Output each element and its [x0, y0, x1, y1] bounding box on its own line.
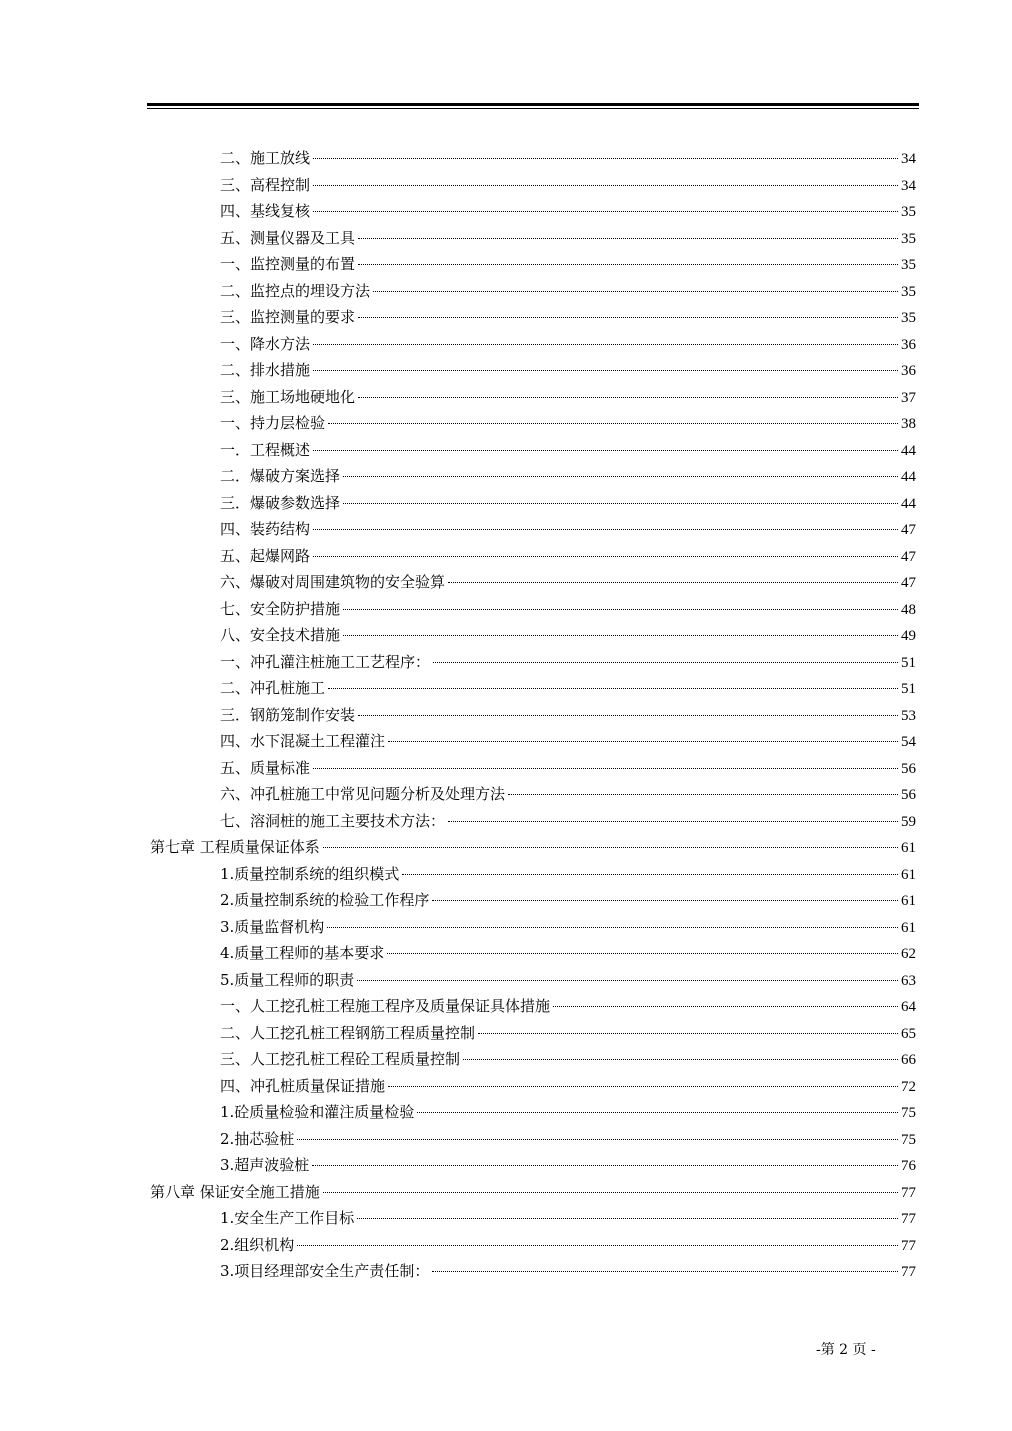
toc-dot-leader [343, 635, 898, 636]
toc-entry-title: 三、施工场地硬地化 [220, 387, 356, 406]
toc-dot-leader [432, 900, 898, 901]
toc-entry-page-number: 36 [901, 336, 916, 353]
toc-dot-leader [373, 291, 898, 292]
header-rule [147, 103, 919, 109]
toc-section-entry[interactable] [150, 808, 916, 835]
toc-entry-title: 3.超声波验桩 [220, 1156, 310, 1174]
toc-section-entry[interactable] [150, 145, 916, 172]
header-rule-thin-line [147, 108, 919, 109]
toc-section-entry[interactable] [150, 649, 916, 676]
toc-entry-page-number: 35 [901, 204, 916, 220]
toc-section-entry[interactable] [150, 357, 916, 384]
toc-entry-title: 二、排水措施 [220, 361, 311, 379]
toc-entry-title: 八、安全技术措施 [220, 626, 341, 644]
toc-section-entry[interactable] [150, 1020, 916, 1047]
toc-entry-title: 1.砼质量检验和灌注质量检验 [220, 1103, 415, 1121]
toc-entry-page-number: 34 [901, 177, 916, 194]
toc-entry-title: 一、持力层检验 [220, 414, 326, 432]
toc-entry-page-number: 64 [901, 999, 916, 1015]
toc-entry-title: 四、装药结构 [220, 520, 311, 538]
toc-entry-title: 3.项目经理部安全生产责任制： [220, 1262, 430, 1280]
toc-entry-title: 五、质量标准 [220, 758, 311, 777]
toc-section-entry[interactable] [150, 1258, 916, 1285]
toc-dot-leader [313, 370, 898, 371]
toc-entry-page-number: 61 [901, 893, 916, 909]
toc-entry-page-number: 47 [901, 522, 916, 538]
toc-entry-page-number: 72 [901, 1078, 916, 1095]
toc-entry-title: 四、基线复核 [220, 202, 311, 220]
toc-section-entry[interactable] [150, 781, 916, 808]
toc-section-entry[interactable] [150, 463, 916, 490]
toc-chapter-entry[interactable] [150, 1179, 916, 1206]
toc-section-entry[interactable] [150, 569, 916, 596]
toc-section-entry[interactable] [150, 172, 916, 199]
toc-dot-leader [343, 609, 898, 610]
toc-entry-title: 1.安全生产工作目标 [220, 1209, 355, 1227]
toc-entry-page-number: 37 [901, 389, 916, 406]
toc-entry-title: 3.质量监督机构 [220, 917, 325, 936]
toc-entry-page-number: 77 [901, 1237, 916, 1254]
toc-entry-page-number: 35 [901, 230, 916, 247]
toc-section-entry[interactable] [150, 1099, 916, 1126]
toc-section-entry[interactable] [150, 1232, 916, 1259]
toc-entry-title: 第八章 保证安全施工措施 [150, 1182, 320, 1201]
toc-dot-leader [358, 317, 898, 318]
toc-entry-page-number: 76 [901, 1158, 916, 1174]
toc-section-entry[interactable] [150, 410, 916, 437]
toc-dot-leader [448, 582, 898, 583]
toc-section-entry[interactable] [150, 198, 916, 225]
toc-entry-title: 三．爆破参数选择 [220, 493, 341, 512]
toc-dot-leader [357, 1218, 898, 1219]
toc-entry-page-number: 48 [901, 601, 916, 618]
toc-dot-leader [358, 397, 898, 398]
toc-entry-page-number: 47 [901, 575, 916, 591]
toc-entry-page-number: 56 [901, 760, 916, 777]
toc-entry-page-number: 36 [901, 363, 916, 379]
toc-entry-title: 一．工程概述 [220, 440, 311, 459]
toc-entry-title: 六、冲孔桩施工中常见问题分析及处理方法 [220, 785, 506, 803]
table-of-contents [150, 145, 916, 1285]
toc-dot-leader [448, 821, 898, 822]
toc-section-entry[interactable] [150, 304, 916, 331]
toc-dot-leader [313, 211, 898, 212]
toc-entry-page-number: 77 [901, 1211, 916, 1227]
toc-entry-title: 2.质量控制系统的检验工作程序 [220, 891, 430, 909]
toc-dot-leader [508, 794, 898, 795]
toc-dot-leader [328, 423, 898, 424]
toc-section-entry[interactable] [150, 490, 916, 517]
toc-entry-page-number: 77 [901, 1184, 916, 1201]
toc-entry-page-number: 44 [901, 495, 916, 512]
toc-entry-title: 五、测量仪器及工具 [220, 228, 356, 247]
toc-dot-leader [432, 1271, 898, 1272]
toc-section-entry[interactable] [150, 861, 916, 888]
toc-entry-title: 二、监控点的埋设方法 [220, 281, 371, 300]
toc-dot-leader [343, 476, 898, 477]
toc-entry-title: 三．钢筋笼制作安装 [220, 705, 356, 724]
toc-entry-title: 2.抽芯验桩 [220, 1129, 295, 1148]
toc-dot-leader [313, 556, 898, 557]
toc-section-entry[interactable] [150, 675, 916, 702]
page-number-footer: -第 2 页 - [816, 1342, 876, 1358]
toc-entry-page-number: 59 [901, 813, 916, 830]
toc-dot-leader [313, 768, 898, 769]
toc-section-entry[interactable] [150, 887, 916, 914]
toc-entry-title: 三、监控测量的要求 [220, 308, 356, 326]
toc-section-entry[interactable] [150, 278, 916, 305]
toc-entry-page-number: 75 [901, 1131, 916, 1148]
toc-section-entry[interactable] [150, 384, 916, 411]
toc-dot-leader [313, 344, 898, 345]
toc-dot-leader [323, 847, 898, 848]
toc-dot-leader [463, 1059, 898, 1060]
toc-dot-leader [417, 1112, 898, 1113]
toc-entry-page-number: 34 [901, 151, 916, 167]
toc-dot-leader [313, 450, 898, 451]
toc-dot-leader [297, 1245, 898, 1246]
toc-entry-page-number: 75 [901, 1105, 916, 1121]
toc-section-entry[interactable] [150, 728, 916, 755]
toc-dot-leader [343, 503, 898, 504]
toc-dot-leader [358, 715, 898, 716]
toc-section-entry[interactable] [150, 225, 916, 252]
toc-dot-leader [323, 1192, 898, 1193]
toc-dot-leader [297, 1139, 898, 1140]
header-rule-thick-line [147, 103, 919, 106]
toc-dot-leader [312, 1165, 898, 1166]
toc-entry-page-number: 47 [901, 548, 916, 565]
toc-entry-title: 一、人工挖孔桩工程施工程序及质量保证具体措施 [220, 997, 551, 1015]
toc-dot-leader [402, 874, 898, 875]
toc-dot-leader [553, 1006, 898, 1007]
toc-entry-page-number: 61 [901, 866, 916, 883]
toc-dot-leader [313, 158, 898, 159]
toc-section-entry[interactable] [150, 596, 916, 623]
toc-entry-title: 五、起爆网路 [220, 546, 311, 565]
toc-dot-leader [358, 264, 898, 265]
toc-dot-leader [313, 529, 898, 530]
toc-entry-title: 2.组织机构 [220, 1235, 295, 1254]
toc-entry-page-number: 35 [901, 310, 916, 326]
toc-entry-page-number: 62 [901, 946, 916, 962]
toc-entry-title: 一、降水方法 [220, 334, 311, 353]
toc-dot-leader [328, 688, 898, 689]
toc-dot-leader [387, 953, 898, 954]
toc-entry-title: 二、人工挖孔桩工程钢筋工程质量控制 [220, 1023, 476, 1042]
toc-dot-leader [388, 1086, 898, 1087]
toc-entry-title: 七、安全防护措施 [220, 599, 341, 618]
toc-section-entry[interactable] [150, 251, 916, 278]
toc-entry-title: 二．爆破方案选择 [220, 467, 341, 485]
toc-section-entry[interactable] [150, 1152, 916, 1179]
toc-entry-page-number: 35 [901, 257, 916, 273]
toc-entry-title: 1.质量控制系统的组织模式 [220, 864, 400, 883]
toc-entry-page-number: 35 [901, 283, 916, 300]
toc-entry-title: 第七章 工程质量保证体系 [150, 838, 320, 856]
toc-entry-page-number: 61 [901, 840, 916, 856]
toc-section-entry[interactable] [150, 940, 916, 967]
toc-entry-page-number: 38 [901, 416, 916, 432]
toc-dot-leader [478, 1033, 898, 1034]
toc-entry-page-number: 51 [901, 681, 916, 697]
toc-entry-page-number: 51 [901, 654, 916, 671]
toc-entry-title: 一、冲孔灌注桩施工工艺程序： [220, 652, 431, 671]
toc-dot-leader [433, 662, 898, 663]
toc-section-entry[interactable] [150, 993, 916, 1020]
toc-dot-leader [388, 741, 898, 742]
toc-entry-page-number: 66 [901, 1052, 916, 1068]
toc-entry-page-number: 63 [901, 972, 916, 989]
toc-dot-leader [313, 185, 898, 186]
toc-entry-title: 四、冲孔桩质量保证措施 [220, 1076, 386, 1095]
toc-entry-title: 三、高程控制 [220, 175, 311, 194]
toc-section-entry[interactable] [150, 702, 916, 729]
toc-dot-leader [327, 927, 898, 928]
toc-section-entry[interactable] [150, 1126, 916, 1153]
toc-section-entry[interactable] [150, 543, 916, 570]
toc-section-entry[interactable] [150, 1205, 916, 1232]
toc-section-entry[interactable] [150, 622, 916, 649]
toc-entry-title: 三、人工挖孔桩工程砼工程质量控制 [220, 1050, 461, 1068]
toc-entry-page-number: 49 [901, 628, 916, 644]
toc-section-entry[interactable] [150, 516, 916, 543]
toc-entry-title: 四、水下混凝土工程灌注 [220, 732, 386, 750]
toc-entry-page-number: 65 [901, 1025, 916, 1042]
toc-entry-page-number: 61 [901, 919, 916, 936]
toc-entry-title: 一、监控测量的布置 [220, 255, 356, 273]
toc-dot-leader [357, 980, 898, 981]
toc-section-entry[interactable] [150, 331, 916, 358]
toc-section-entry[interactable] [150, 1046, 916, 1073]
toc-section-entry[interactable] [150, 914, 916, 941]
toc-section-entry[interactable] [150, 437, 916, 464]
toc-entry-page-number: 44 [901, 442, 916, 459]
toc-section-entry[interactable] [150, 967, 916, 994]
toc-section-entry[interactable] [150, 1073, 916, 1100]
toc-entry-title: 六、爆破对周围建筑物的安全验算 [220, 573, 446, 591]
toc-section-entry[interactable] [150, 755, 916, 782]
toc-entry-title: 七、溶洞桩的施工主要技术方法： [220, 811, 446, 830]
toc-chapter-entry[interactable] [150, 834, 916, 861]
toc-entry-page-number: 77 [901, 1264, 916, 1280]
toc-entry-page-number: 44 [901, 469, 916, 485]
toc-entry-page-number: 53 [901, 707, 916, 724]
toc-entry-title: 4.质量工程师的基本要求 [220, 944, 385, 962]
toc-entry-title: 二、施工放线 [220, 149, 311, 167]
toc-entry-title: 5.质量工程师的职责 [220, 970, 355, 989]
toc-entry-title: 二、冲孔桩施工 [220, 679, 326, 697]
toc-dot-leader [358, 238, 898, 239]
toc-entry-page-number: 54 [901, 734, 916, 750]
toc-entry-page-number: 56 [901, 787, 916, 803]
